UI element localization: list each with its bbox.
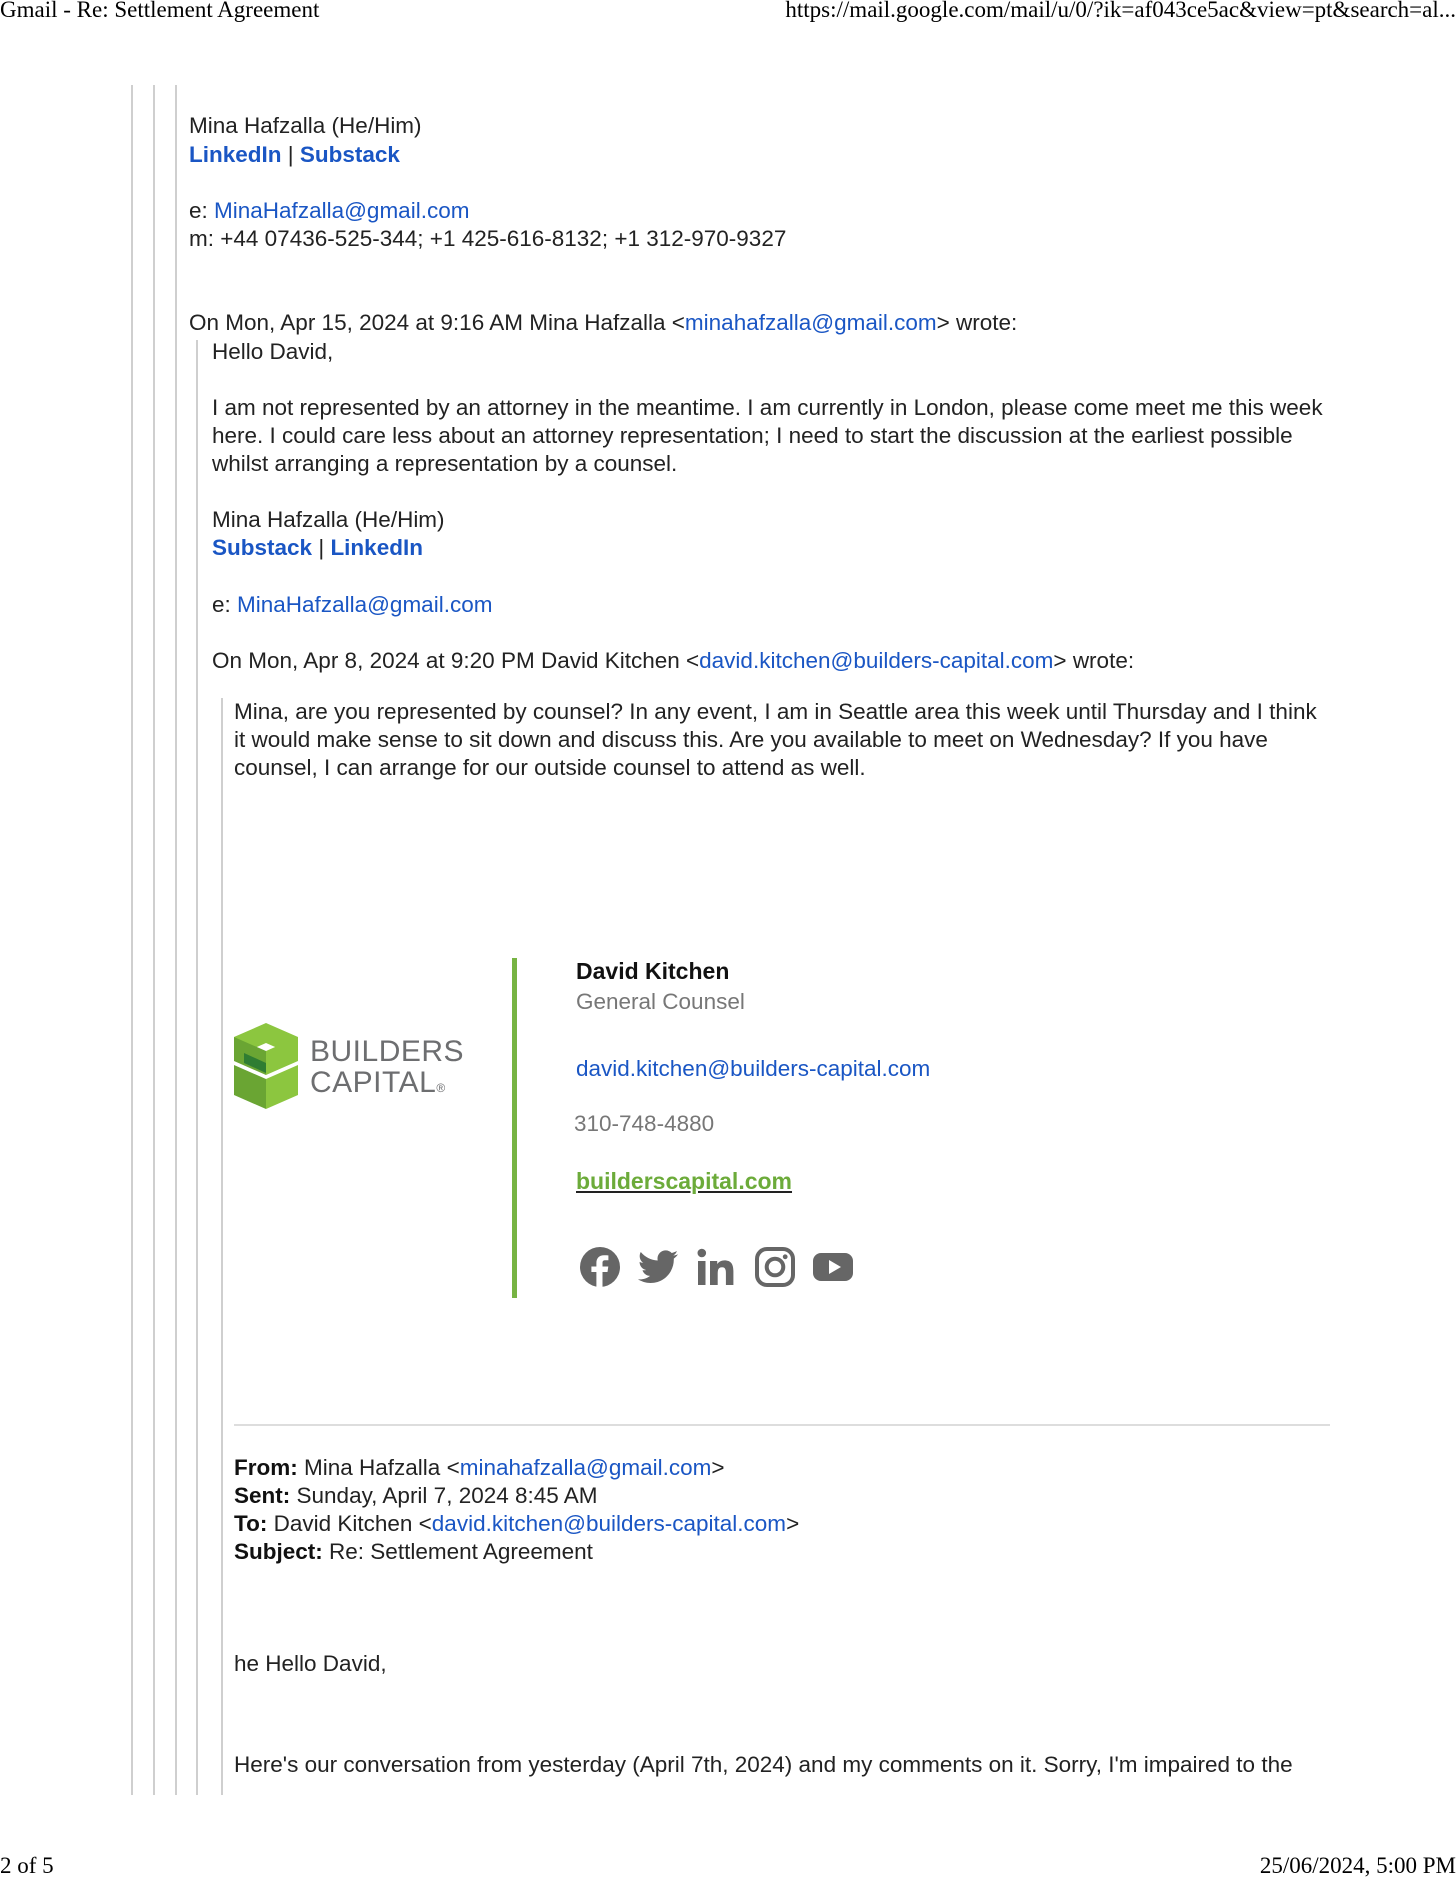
message-body: Mina, are you represented by counsel? In any event, I am in Seattle area this week until Thursday and I think it would make sense to sit down and discuss this. Are you available to meet on Wednesday? If you have counsel, I can arrange for our outside counsel to attend as well. [234, 699, 1317, 781]
builders-capital-logo-icon [234, 1023, 298, 1109]
to-name: David Kitchen < [273, 1511, 432, 1536]
link-separator: | [287, 142, 294, 167]
message-body: I am not represented by an attorney in the meantime. I am currently in London, please come meet me this week here. I could care less about an attorney representation; I need to start the discussion at the earliest possible whilst arranging a representation by a counsel. [212, 395, 1323, 477]
signature-email-line [212, 591, 492, 619]
to-line [234, 1510, 799, 1538]
message-greeting: Hello David, [212, 339, 334, 364]
subject-line [234, 1538, 593, 1566]
substack-link[interactable]: Substack [212, 535, 313, 560]
to-email-link[interactable]: david.kitchen@builders-capital.com [431, 1511, 787, 1536]
attribution-text: On Mon, Apr 8, 2024 at 9:20 PM David Kitchen < [212, 648, 700, 673]
from-label: From: [234, 1455, 298, 1480]
quote-bar [196, 340, 198, 1795]
signature-phone: 310-748-4880 [574, 1111, 715, 1136]
logo-line-2: CAPITAL® [310, 1066, 446, 1099]
message-body: Here's our conversation from yesterday (April 7th, 2024) and my comments on it. Sorry, I'm impaired to the [234, 1752, 1293, 1777]
signature-email-link[interactable]: david.kitchen@builders-capital.com [576, 1056, 931, 1081]
signature-name: Mina Hafzalla (He/Him) [189, 113, 422, 138]
attribution-text: On Mon, Apr 15, 2024 at 9:16 AM Mina Hafzalla < [189, 310, 685, 335]
link-separator: | [318, 535, 325, 560]
website-link[interactable]: builderscapital.com [576, 1168, 793, 1194]
signature-title: General Counsel [576, 989, 745, 1014]
sent-value: Sunday, April 7, 2024 8:45 AM [296, 1483, 598, 1508]
instagram-icon[interactable] [754, 1246, 796, 1288]
twitter-icon[interactable] [637, 1246, 679, 1288]
attribution-text-end: > wrote: [936, 310, 1018, 335]
signature-links [189, 141, 400, 169]
subject-value: Re: Settlement Agreement [329, 1539, 593, 1564]
header-separator [234, 1424, 1330, 1426]
from-close: > [711, 1455, 725, 1480]
signature-email-line [189, 197, 469, 225]
subject-label: Subject: [234, 1539, 323, 1564]
signature-phone: m: +44 07436-525-344; +1 425-616-8132; +1 312-970-9327 [189, 226, 787, 251]
builders-capital-logo-text [310, 1036, 464, 1104]
sent-label: Sent: [234, 1483, 291, 1508]
email-link[interactable]: MinaHafzalla@gmail.com [214, 198, 470, 223]
from-name: Mina Hafzalla < [304, 1455, 460, 1480]
print-header-url: https://mail.google.com/mail/u/0/?ik=af043ce5ac&view=pt&search=al... [785, 0, 1456, 22]
quote-bar [175, 85, 177, 1795]
attribution-text-end: > wrote: [1053, 648, 1135, 673]
quote-attribution [212, 647, 1134, 675]
facebook-icon[interactable] [579, 1246, 621, 1288]
signature-name: David Kitchen [576, 958, 730, 984]
message-greeting: he Hello David, [234, 1651, 387, 1676]
logo-line-2-text: CAPITAL [310, 1066, 437, 1099]
sent-line [234, 1482, 598, 1510]
signature-name: Mina Hafzalla (He/Him) [212, 507, 445, 532]
print-header-title: Gmail - Re: Settlement Agreement [0, 0, 320, 22]
from-line [234, 1454, 725, 1482]
substack-link[interactable]: Substack [299, 142, 400, 167]
print-footer-page: 2 of 5 [0, 1853, 54, 1878]
to-label: To: [234, 1511, 268, 1536]
quote-attribution [189, 309, 1017, 337]
signature-accent-bar [512, 958, 517, 1298]
quote-bar [153, 85, 155, 1795]
email-prefix: e: [212, 592, 231, 617]
signature-links [212, 534, 423, 562]
email-prefix: e: [189, 198, 208, 223]
logo-line-1: BUILDERS [310, 1035, 465, 1068]
print-footer-datetime: 25/06/2024, 5:00 PM [1259, 1853, 1456, 1878]
attribution-email-link[interactable]: minahafzalla@gmail.com [684, 310, 937, 335]
youtube-icon[interactable] [812, 1246, 854, 1288]
to-close: > [786, 1511, 800, 1536]
linkedin-link[interactable]: LinkedIn [189, 142, 282, 167]
from-email-link[interactable]: minahafzalla@gmail.com [459, 1455, 712, 1480]
linkedin-link[interactable]: LinkedIn [330, 535, 423, 560]
attribution-email-link[interactable]: david.kitchen@builders-capital.com [699, 648, 1054, 673]
quote-bar [131, 85, 133, 1795]
quote-bar [221, 698, 223, 1795]
email-link[interactable]: MinaHafzalla@gmail.com [237, 592, 493, 617]
linkedin-icon[interactable] [695, 1246, 737, 1288]
